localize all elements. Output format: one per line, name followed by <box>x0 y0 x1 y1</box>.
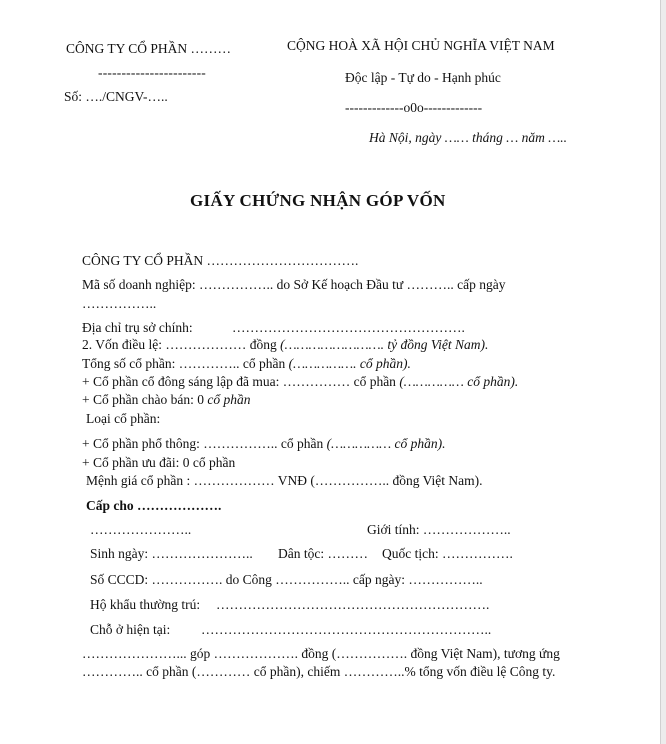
founder-shares-label: + Cổ phần cổ đông sáng lập đã mua: …………… cổ phần <box>82 374 396 389</box>
common-shares-line <box>82 436 446 452</box>
motto-rule: -------------o0o------------- <box>345 100 483 115</box>
contribution-line-2: ………….. cổ phần (………… cổ phần), chiếm …………..% tổng vốn điều lệ Công ty. <box>82 664 556 679</box>
id-card-field: Số CCCD: ……………. do Công …………….. cấp ngày: …………….. <box>90 572 483 587</box>
company-name-header: CÔNG TY CỔ PHẦN ……… <box>66 41 232 56</box>
charter-capital-note: (……………………. tỷ đồng Việt Nam). <box>280 337 489 352</box>
offered-shares-label: + Cổ phần chào bán: 0 <box>82 392 204 407</box>
charter-capital-line <box>82 337 488 353</box>
gender-field: Giới tính: ……………….. <box>367 522 511 537</box>
permanent-residence-dots: ……………………………………………………. <box>216 597 490 612</box>
national-motto: Độc lập - Tự do - Hạnh phúc <box>345 70 501 85</box>
total-shares-line <box>82 356 411 372</box>
offered-shares-unit: cổ phần <box>207 392 251 407</box>
current-address-label: Chỗ ở hiện tại: <box>90 622 171 637</box>
total-shares-label: Tổng số cổ phần: ………….. cổ phần <box>82 356 286 371</box>
contribution-line-1: …………………... góp ………………. đồng (……………. đồng Việt Nam), tương ứng <box>82 646 560 661</box>
company-name-line: CÔNG TY CỔ PHẦN ……………………………. <box>82 253 359 268</box>
charter-capital-label: 2. Vốn điều lệ: ……………… đồng <box>82 337 277 352</box>
registration-line: Mã số doanh nghiệp: …………….. do Sở Kế hoạch Đầu tư ……….. cấp ngày <box>82 277 506 292</box>
nationality-field: Quốc tịch: ……………. <box>382 546 513 561</box>
ethnicity-field: Dân tộc: ……… <box>278 546 368 561</box>
founder-shares-line <box>82 374 518 390</box>
founder-shares-note: (…………… cổ phần). <box>399 374 519 389</box>
recipient-name-dots: ………………….. <box>90 522 192 537</box>
date-line: Hà Nội, ngày …… tháng … năm ….. <box>369 130 568 145</box>
par-value-line: Mệnh giá cổ phần : ……………… VNĐ (…………….. đồng Việt Nam). <box>86 473 483 488</box>
preferred-shares-line: + Cổ phần ưu đãi: 0 cổ phần <box>82 455 236 470</box>
document-title: GIẤY CHỨNG NHẬN GÓP VỐN <box>190 191 446 210</box>
document-number: Số: …./CNGV-….. <box>64 89 168 104</box>
address-label: Địa chỉ trụ sở chính: <box>82 320 193 335</box>
offered-shares-line <box>82 392 250 408</box>
issued-to-label: Cấp cho ………………. <box>86 498 222 513</box>
current-address-dots: ……………………………………………………….. <box>201 622 492 637</box>
national-title: CỘNG HOÀ XÃ HỘI CHỦ NGHĨA VIỆT NAM <box>287 38 555 53</box>
share-types-label: Loại cổ phần: <box>86 411 161 426</box>
address-dots: ……………………………………………. <box>232 320 465 335</box>
registration-date-line: …………….. <box>82 296 157 311</box>
permanent-residence-label: Hộ khẩu thường trú: <box>90 597 201 612</box>
common-shares-note: (…………… cổ phần). <box>326 436 446 451</box>
company-header-rule: ----------------------- <box>98 65 206 80</box>
date-of-birth-field: Sinh ngày: ………………….. <box>90 546 253 561</box>
total-shares-note: (……………. cổ phần). <box>288 356 411 371</box>
common-shares-label: + Cổ phần phổ thông: …………….. cổ phần <box>82 436 324 451</box>
